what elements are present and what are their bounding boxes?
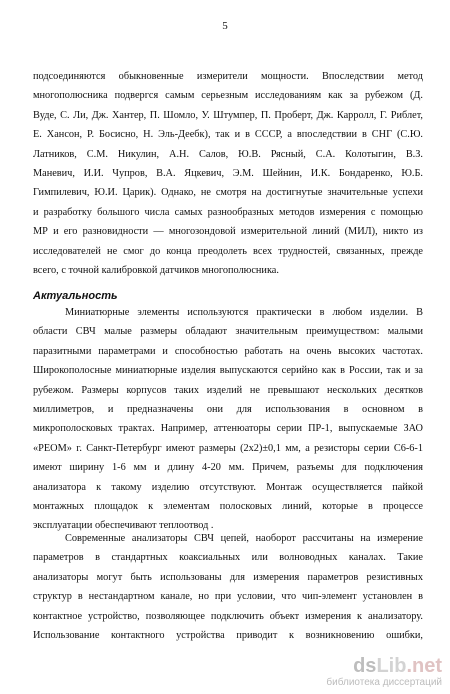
text-line: контактное устройство, позволяющее подключить объект измерения к анализатору. — [33, 610, 423, 622]
paragraph-analyzers — [33, 529, 423, 645]
dslib-watermark — [326, 656, 442, 688]
text-line: Использование контактного устройства приводит к возникновению ошибки, — [33, 629, 423, 641]
text-line: Миниатюрные элементы используются практически в любом изделии. В — [65, 307, 423, 318]
text-line: рубежом. Размеры корпусов таких изделий не превышают нескольких десятков — [33, 384, 423, 396]
text-line: многополюсника подвергся самым серьезным исследованиям как за рубежом (Д. — [33, 90, 423, 102]
text-line: Маневич, И.И. Чупров, В.А. Яцкевич, Э.М. Шейнин, И.К. Бондаренко, Ю.Б. — [33, 167, 423, 179]
text-line: эксплуатации обеспечивают теплоотвод . — [33, 520, 214, 532]
text-line: МР и его разновидности — многозондовой измерительной линий (МИЛ), никто из — [33, 226, 423, 238]
text-line: Вуде, С. Ли, Дж. Хантер, П. Шомло, У. Штумпер, П. Проберт, Дж. Карролл, Г. Риблет, — [33, 109, 423, 121]
dslib-logo: dsLib.net — [353, 655, 442, 677]
text-line: всего, с точной калибровкой датчиков многополюсника. — [33, 264, 279, 276]
text-line: «РЕОМ» г. Санкт-Петербург имеют размеры (2х2)±0,1 мм, а резисторы серии С6-6-1 — [33, 442, 423, 454]
text-line: миллиметров, и предназначены они для использования в основном в — [33, 403, 423, 415]
page-number: 5 — [222, 20, 228, 32]
text-line: Латников, С.М. Никулин, А.Н. Салов, Ю.В. Рясный, С.А. Колотыгин, В.З. — [33, 148, 423, 160]
text-line: исследователей не смог до конца преодолеть всех трудностей, связанных, прежде — [33, 245, 423, 257]
text-line: паразитными параметрами и способностью работать на очень высоких частотах. — [33, 345, 423, 357]
text-line: монтажных площадок к элементам полосковых линий, которые в процессе — [33, 500, 423, 512]
text-line: и разработку большого числа самых разнообразных методов измерения с помощью — [33, 206, 423, 218]
text-line: Широкополосные миниатюрные изделия выпускаются серийно как в России, так и за — [33, 365, 423, 377]
text-line: Е. Хансон, Р. Босисно, Н. Эль-Деебк), так и в СССР, а впоследствии в СНГ (С.Ю. — [33, 129, 423, 141]
text-line: Современные анализаторы СВЧ цепей, наоборот рассчитаны на измерение — [65, 533, 423, 544]
text-line: подсоединяются обыкновенные измерители мощности. Впоследствии метод — [33, 71, 423, 82]
text-line: имеют ширину 1-6 мм и длину 4-20 мм. Причем, разъемы для подключения — [33, 462, 423, 474]
section-heading: Актуальность — [33, 290, 118, 302]
text-line: параметров в стандартных коаксиальных или волноводных каналах. Такие — [33, 552, 423, 564]
text-line: структур в нестандартном канале, но при условии, что чип-элемент установлен в — [33, 591, 423, 603]
text-line: анализаторы могут быть использованы для измерения параметров резистивных — [33, 571, 423, 583]
text-line: микрополосковых трактах. Например, аттенюаторы серии ПР-1, выпускаемые ЗАО — [33, 423, 423, 435]
watermark-subtitle: библиотека диссертаций — [326, 677, 442, 688]
paragraph-continuation — [33, 67, 423, 280]
text-line: анализатора к такому изделию отсутствуют. Монтаж осуществляется пайкой — [33, 481, 423, 493]
paragraph-relevance — [33, 303, 423, 536]
text-line: области СВЧ малые размеры обладают значительным преимуществом: малыми — [33, 326, 423, 338]
text-line: Гимпилевич, Ю.И. Царик). Однако, не смотря на достигнутые значительные успехи — [33, 187, 423, 199]
